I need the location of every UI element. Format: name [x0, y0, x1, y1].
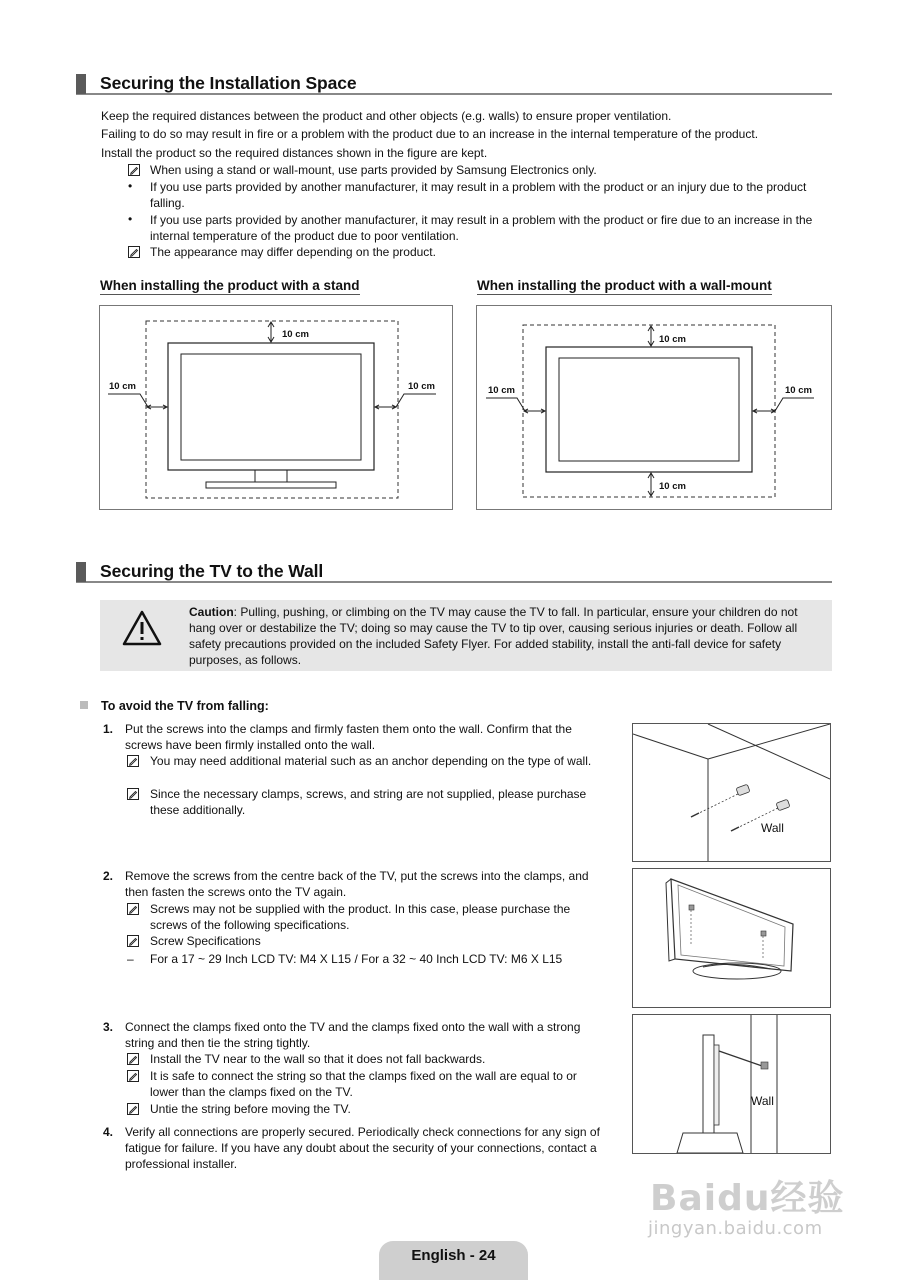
wall-label: Wall [761, 821, 784, 835]
figure-stand [99, 305, 453, 510]
note-text: The appearance may differ depending on the product. [150, 245, 436, 259]
square-bullet-icon [80, 701, 88, 709]
paragraph-line: Install the product so the required distances shown in the figure are kept. [101, 146, 488, 160]
illustration-tv-back [632, 868, 831, 1008]
section-heading-installation-space [76, 73, 832, 95]
section-heading-tv-to-wall [76, 561, 832, 583]
bullet-text: If you use parts provided by another manufacturer, it may result in a problem with the product or fire due to an increase in the internal temperature of the product due to poor ventilation. [150, 213, 813, 243]
note-icon [127, 935, 139, 947]
wall-screws-drawing [633, 724, 830, 861]
note-text: Since the necessary clamps, screws, and string are not supplied, please purchase these additionally. [150, 787, 587, 817]
note-icon [127, 1053, 139, 1065]
caution-text [189, 604, 819, 668]
note-text: When using a stand or wall-mount, use parts provided by Samsung Electronics only. [150, 163, 597, 177]
paragraph-line: Keep the required distances between the product and other objects (e.g. walls) to ensure proper ventilation. [101, 109, 672, 123]
caution-body: : Pulling, pushing, or climbing on the TV may cause the TV to fall. In particular, ensure your children do not hang over or destabilize the TV; doing so may cause the TV to tip over, causing serious injuries or death. Follow all safety precautions provided on the included Safety Flyer. For added stability, install the anti-fall device for safety purposes, as follows. [189, 605, 798, 667]
watermark-logo: Baidu经验 [650, 1178, 845, 1219]
heading-bar [76, 562, 86, 582]
note-icon [128, 246, 140, 258]
caution-box [100, 600, 832, 671]
section-title: Securing the Installation Space [100, 73, 357, 93]
step-text: Connect the clamps fixed onto the TV and the clamps fixed onto the wall with a strong string and then tie the string tightly. [125, 1020, 581, 1050]
bullet-text: If you use parts provided by another manufacturer, it may result in a problem with the product or an injury due to the product falling. [150, 180, 807, 210]
wall-label: Wall [751, 1094, 774, 1108]
section-title: Securing the TV to the Wall [100, 561, 324, 581]
bullet-icon: • [128, 179, 133, 193]
dash-icon: – [127, 952, 134, 966]
illustration-wall-screws [632, 723, 831, 862]
step-number: 3. [103, 1020, 114, 1034]
dimension-label-left: 10 cm [109, 381, 136, 392]
note-icon [128, 164, 140, 176]
watermark-url: jingyan.baidu.com [648, 1218, 823, 1239]
warning-icon [122, 610, 162, 646]
note-text: Install the TV near to the wall so that it does not fall backwards. [150, 1052, 486, 1066]
note-icon [127, 903, 139, 915]
figure-title-wall-mount: When installing the product with a wall-mount [477, 278, 772, 293]
dimension-label-bottom: 10 cm [659, 481, 686, 492]
step-text: Remove the screws from the centre back of the TV, put the screws into the clamps, and then fasten the screws onto the TV again. [125, 869, 589, 899]
step-number: 1. [103, 722, 114, 736]
figure-wall-mount [476, 305, 832, 510]
caution-label: Caution [189, 605, 234, 619]
note-text: You may need additional material such as an anchor depending on the type of wall. [150, 754, 592, 768]
step-number: 2. [103, 869, 114, 883]
heading-bar [76, 74, 86, 94]
note-icon [127, 1103, 139, 1115]
dimension-label-right: 10 cm [408, 381, 435, 392]
figure-title-stand: When installing the product with a stand [100, 278, 360, 293]
paragraph-line: Failing to do so may result in fire or a problem with the product due to an increase in the internal temperature of the product. [101, 127, 759, 141]
dimension-label-right: 10 cm [785, 385, 812, 396]
note-icon [127, 788, 139, 800]
page-number-label: English - 24 [411, 1247, 496, 1264]
note-text: Screws may not be supplied with the product. In this case, please purchase the screws of the following specifications. [150, 902, 571, 932]
bullet-icon: • [128, 212, 133, 226]
page-footer [379, 1241, 528, 1280]
illustration-side-view [632, 1014, 831, 1154]
step-text: Verify all connections are properly secured. Periodically check connections for any sign of fatigue for failure. If you have any doubt about the security of your connections, contact a professional installer. [125, 1125, 600, 1171]
step-number: 4. [103, 1125, 114, 1139]
spec-text: For a 17 ~ 29 Inch LCD TV: M4 X L15 / For a 32 ~ 40 Inch LCD TV: M6 X L15 [150, 952, 563, 966]
note-text: Untie the string before moving the TV. [150, 1102, 351, 1116]
stand-diagram [100, 306, 452, 509]
side-view-drawing [633, 1015, 830, 1153]
note-text: Screw Specifications [150, 934, 261, 948]
wall-mount-diagram [477, 306, 831, 509]
note-icon [127, 755, 139, 767]
note-text: It is safe to connect the string so that the clamps fixed on the wall are equal to or lower than the clamps fixed on the TV. [150, 1069, 577, 1099]
dimension-label-left: 10 cm [488, 385, 515, 396]
note-icon [127, 1070, 139, 1082]
subheading: To avoid the TV from falling: [101, 699, 269, 713]
step-text: Put the screws into the clamps and firmly fasten them onto the wall. Confirm that the screws have been firmly installed onto the wall. [125, 722, 572, 752]
dimension-label-top: 10 cm [659, 334, 686, 345]
dimension-label-top: 10 cm [282, 329, 309, 340]
tv-back-drawing [633, 869, 830, 1007]
